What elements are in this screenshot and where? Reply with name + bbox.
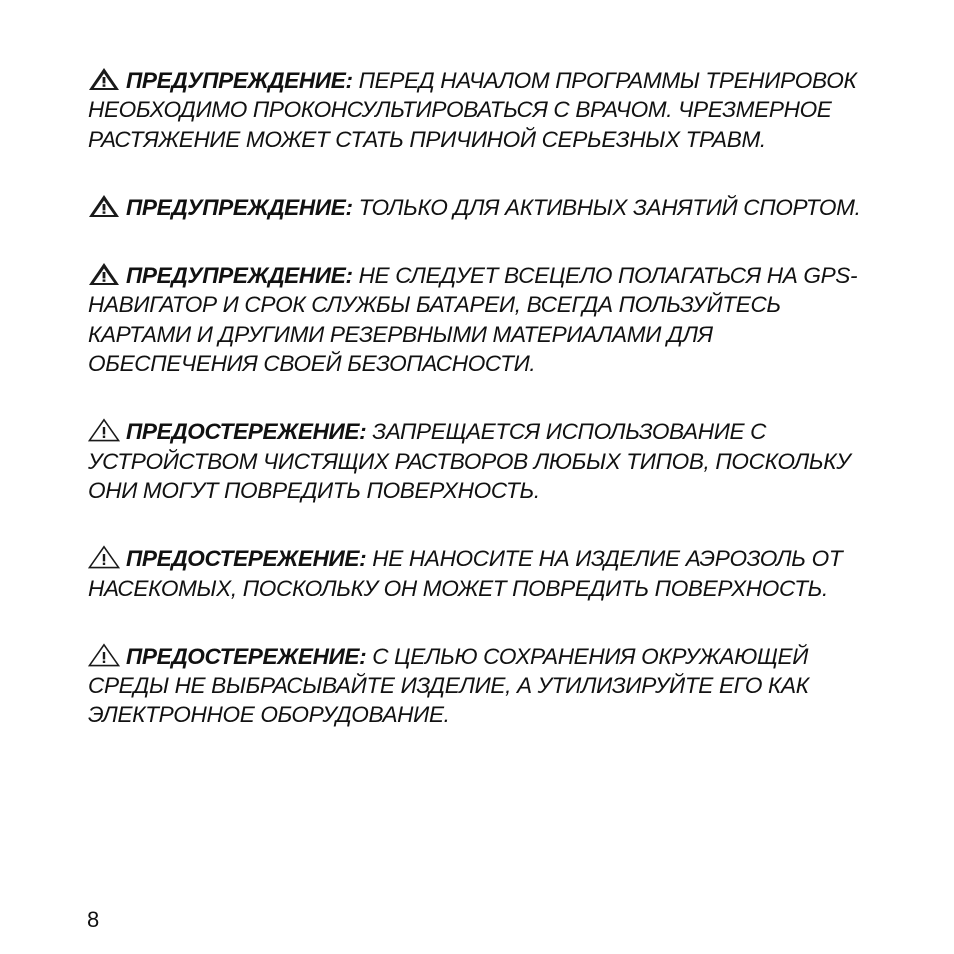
notice-text: ПЕРЕД НАЧАЛОМ ПРОГРАММЫ ТРЕНИРОВОК НЕОБХОДИМО ПРОКОНСУЛЬТИРОВАТЬСЯ С ВРАЧОМ. ЧРЕЗМЕРНОЕ РАСТЯЖЕНИЕ МОЖЕТ СТАТЬ ПРИЧИНОЙ СЕРЬЕЗНЫХ ТРАВМ. xyxy=(88,68,857,152)
caution-outline-triangle-icon xyxy=(88,545,120,569)
notice-label: ПРЕДУПРЕЖДЕНИЕ: xyxy=(126,194,353,220)
notice-text: ЗАПРЕЩАЕТСЯ ИСПОЛЬЗОВАНИЕ С УСТРОЙСТВОМ ЧИСТЯЩИХ РАСТВОРОВ ЛЮБЫХ ТИПОВ, ПОСКОЛЬКУ ОНИ МОГУТ ПОВРЕДИТЬ ПОВЕРХНОСТЬ. xyxy=(88,419,851,503)
warning-filled-triangle-icon xyxy=(88,194,120,218)
warning-notice-3 xyxy=(88,261,878,378)
caution-outline-triangle-icon xyxy=(88,418,120,442)
notice-text: С ЦЕЛЬЮ СОХРАНЕНИЯ ОКРУЖАЮЩЕЙ СРЕДЫ НЕ ВЫБРАСЫВАЙТЕ ИЗДЕЛИЕ, А УТИЛИЗИРУЙТЕ ЕГО КАК ЭЛЕКТРОННОЕ ОБОРУДОВАНИЕ. xyxy=(88,643,809,728)
warning-filled-triangle-icon xyxy=(88,67,120,91)
caution-outline-triangle-icon xyxy=(88,643,120,667)
caution-notice-3 xyxy=(88,642,878,730)
page-content xyxy=(88,66,878,730)
notice-text: НЕ СЛЕДУЕТ ВСЕЦЕЛО ПОЛАГАТЬСЯ НА GPS-НАВИГАТОР И СРОК СЛУЖБЫ БАТАРЕИ, ВСЕГДА ПОЛЬЗУЙТЕСЬ КАРТАМИ И ДРУГИМИ РЕЗЕРВНЫМИ МАТЕРИАЛАМИ ДЛЯ ОБЕСПЕЧЕНИЯ СВОЕЙ БЕЗОПАСНОСТИ. xyxy=(88,263,858,377)
notice-label: ПРЕДУПРЕЖДЕНИЕ: xyxy=(126,263,353,289)
notice-label: ПРЕДУПРЕЖДЕНИЕ: xyxy=(126,68,353,93)
notice-label: ПРЕДОСТЕРЕЖЕНИЕ: xyxy=(126,546,367,572)
warning-filled-triangle-icon xyxy=(88,262,120,286)
notice-label: ПРЕДОСТЕРЕЖЕНИЕ: xyxy=(126,643,367,669)
notice-text: НЕ НАНОСИТЕ НА ИЗДЕЛИЕ АЭРОЗОЛЬ ОТ НАСЕКОМЫХ, ПОСКОЛЬКУ ОН МОЖЕТ ПОВРЕДИТЬ ПОВЕРХНОСТЬ. xyxy=(88,546,843,601)
caution-notice-1 xyxy=(88,417,878,505)
notice-label: ПРЕДОСТЕРЕЖЕНИЕ: xyxy=(126,419,367,445)
warning-notice-1 xyxy=(88,66,878,154)
notice-text: ТОЛЬКО ДЛЯ АКТИВНЫХ ЗАНЯТИЙ СПОРТОМ. xyxy=(358,194,861,220)
page-number: 8 xyxy=(87,907,100,932)
warning-notice-2 xyxy=(88,193,878,222)
caution-notice-2 xyxy=(88,544,878,603)
